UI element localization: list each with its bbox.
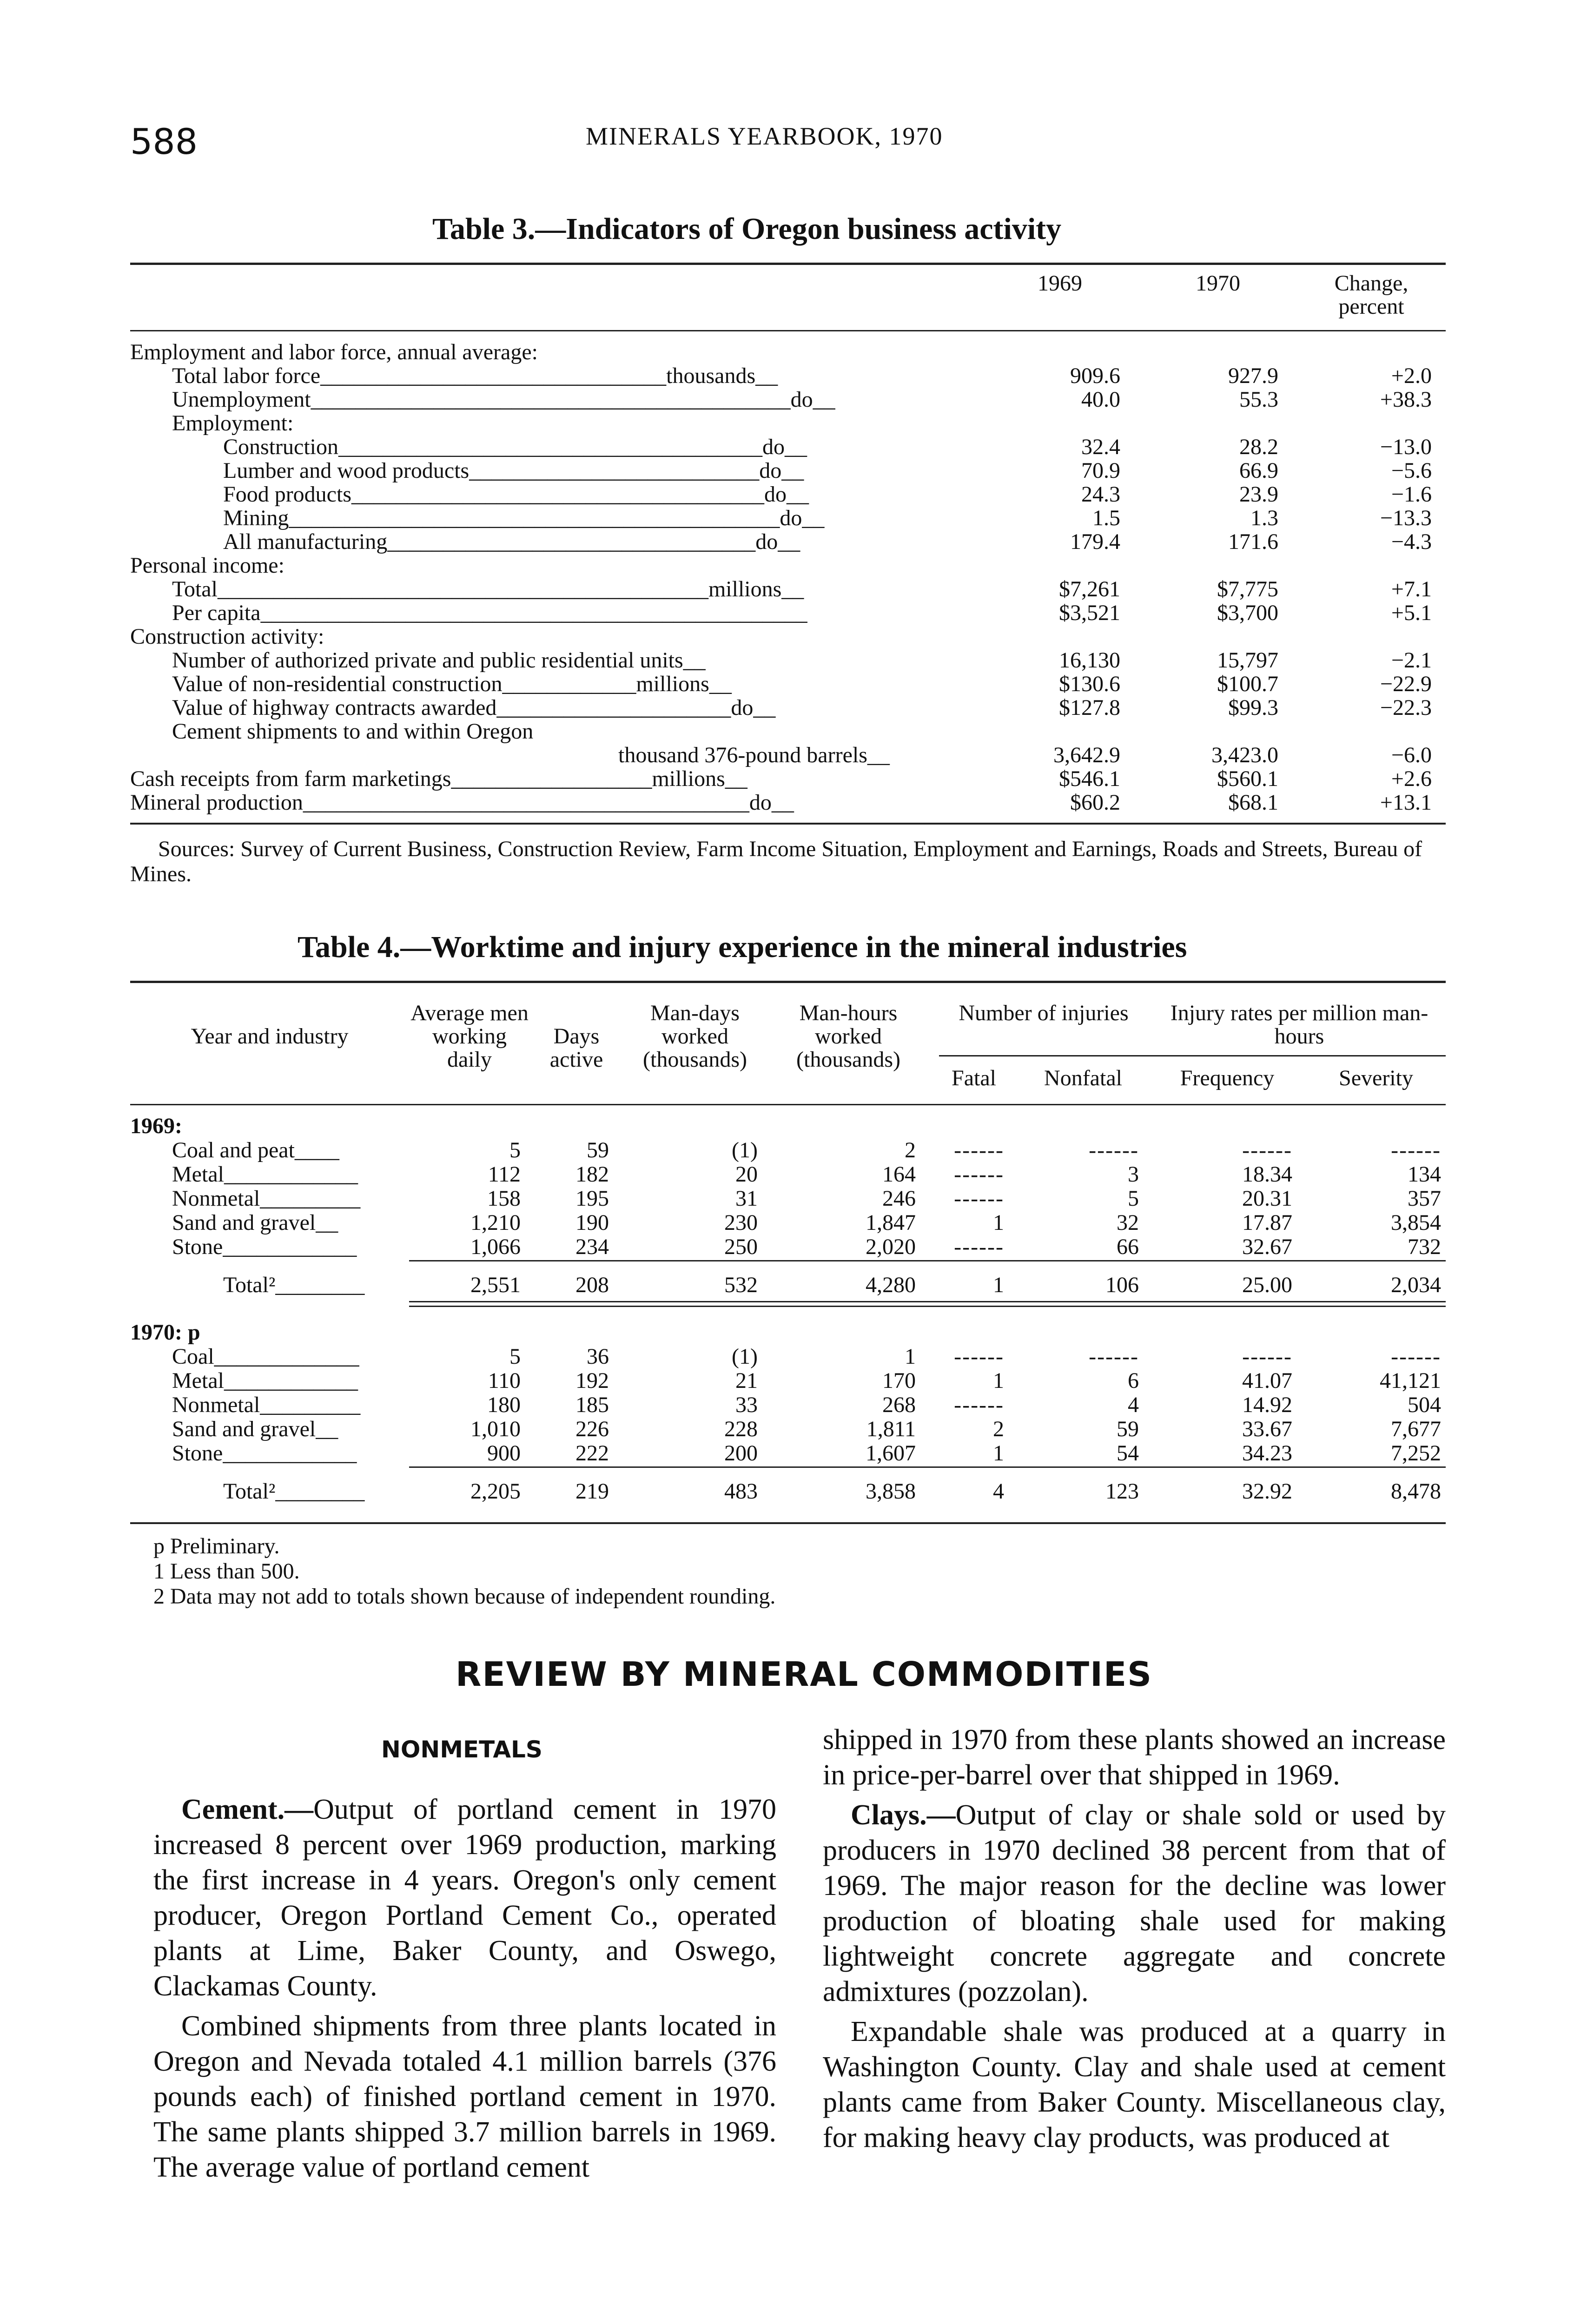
t4-cell-days: 36 bbox=[587, 1344, 609, 1369]
t4-total-label: Total²________ bbox=[223, 1479, 365, 1504]
paragraph-lead: Clays.— bbox=[851, 1799, 956, 1831]
t3-val-change: +7.1 bbox=[1391, 577, 1432, 601]
t3-row-label: Mining____________________________________________do__ bbox=[223, 506, 825, 530]
t3-val-change: +2.6 bbox=[1391, 766, 1432, 791]
t4-cell-sev: 357 bbox=[1408, 1186, 1441, 1211]
left-column bbox=[153, 1792, 776, 2190]
t3-row-label: Construction activity: bbox=[130, 624, 324, 649]
t4-total-mandays: 483 bbox=[724, 1479, 758, 1504]
paragraph bbox=[153, 2008, 776, 2185]
t4-cell-freq: 41.07 bbox=[1242, 1368, 1292, 1393]
t4-cell-freq: 14.92 bbox=[1242, 1393, 1292, 1417]
t4-industry-label: Metal____________ bbox=[172, 1162, 358, 1187]
t3-val-1970: 1.3 bbox=[1250, 506, 1278, 530]
table4-footnotes bbox=[153, 1534, 1409, 1609]
t3-val-1970: 171.6 bbox=[1228, 529, 1278, 554]
t4-cell-nonfatal: 32 bbox=[1117, 1210, 1139, 1235]
t3-row-label: Employment and labor force, annual average: bbox=[130, 340, 538, 364]
t4-cell-manhours: 246 bbox=[882, 1186, 916, 1211]
t3-row-label: All manufacturing_________________________________do__ bbox=[223, 529, 800, 554]
t4-cell-fatal: 1 bbox=[993, 1441, 1004, 1466]
t4-cell-manhours: 2,020 bbox=[866, 1235, 916, 1259]
t3-val-change: −2.1 bbox=[1391, 648, 1432, 673]
t4-cell-nonfatal: 66 bbox=[1117, 1235, 1139, 1259]
t4-total-manhours: 4,280 bbox=[866, 1273, 916, 1297]
t3-val-change: −13.3 bbox=[1380, 506, 1432, 530]
table4-hdr-year-industry: Year and industry bbox=[191, 1024, 349, 1049]
t3-val-1969: 70.9 bbox=[1081, 458, 1120, 483]
t4-total-nonfatal: 123 bbox=[1105, 1479, 1139, 1504]
t4-cell-mandays: (1) bbox=[732, 1138, 758, 1162]
t4-group-rule-2 bbox=[409, 1306, 1446, 1307]
t4-cell-days: 195 bbox=[575, 1186, 609, 1211]
t3-val-change: −22.3 bbox=[1380, 695, 1432, 720]
t4-cell-days: 234 bbox=[575, 1235, 609, 1259]
t3-val-1970: $7,775 bbox=[1217, 577, 1278, 601]
t3-val-change: −13.0 bbox=[1380, 435, 1432, 459]
paragraph-text: Output of portland cement in 1970 increased 8 percent over 1969 production, marking the first increase in 4 years. Oregon's only cement producer, Oregon Portland Cement Co., operated plants at Lime, Baker County, and Oswego, Clackamas County. bbox=[153, 1794, 776, 2002]
t3-val-1969: $127.8 bbox=[1059, 695, 1120, 720]
t4-industry-label: Stone____________ bbox=[172, 1441, 357, 1466]
table4-hdr-fatal: Fatal bbox=[952, 1066, 996, 1090]
t4-industry-label: Nonmetal_________ bbox=[172, 1393, 361, 1417]
t4-industry-label: Sand and gravel__ bbox=[172, 1210, 338, 1235]
table3-caption: Table 3.—Indicators of Oregon business activity bbox=[432, 212, 1062, 246]
t4-total-days: 219 bbox=[575, 1479, 609, 1504]
t4-cell-mandays: (1) bbox=[732, 1344, 758, 1369]
t4-industry-label: Coal_____________ bbox=[172, 1344, 359, 1369]
t3-val-change: +38.3 bbox=[1380, 387, 1432, 412]
table4-hdr-man-days: Man-days worked (thousands) bbox=[643, 1001, 747, 1072]
t4-cell-dashes: ------ bbox=[954, 1138, 1004, 1162]
t4-total-freq: 32.92 bbox=[1242, 1479, 1292, 1504]
t4-cell-men: 5 bbox=[509, 1344, 521, 1369]
table3-bottom-rule bbox=[130, 823, 1446, 825]
table4-hdr-man-hours: Man-hours worked (thousands) bbox=[796, 1001, 900, 1072]
review-heading: REVIEW BY MINERAL COMMODITIES bbox=[456, 1655, 1152, 1694]
t4-industry-label: Sand and gravel__ bbox=[172, 1417, 338, 1441]
t4-cell-dashes: ------ bbox=[1391, 1344, 1441, 1369]
t4-cell-dashes: ------ bbox=[954, 1393, 1004, 1417]
t4-cell-nonfatal: 59 bbox=[1117, 1417, 1139, 1441]
t4-cell-men: 158 bbox=[487, 1186, 521, 1211]
t3-val-1970: 28.2 bbox=[1239, 435, 1278, 459]
running-title: MINERALS YEARBOOK, 1970 bbox=[586, 122, 943, 150]
t4-cell-freq: 32.67 bbox=[1242, 1235, 1292, 1259]
paragraph bbox=[823, 2014, 1446, 2155]
t4-cell-sev: 7,677 bbox=[1391, 1417, 1441, 1441]
table3-col-1970: 1970 bbox=[1196, 271, 1240, 296]
t4-cell-days: 185 bbox=[575, 1393, 609, 1417]
t3-val-1969: $60.2 bbox=[1070, 790, 1120, 815]
t4-cell-sev: 504 bbox=[1408, 1393, 1441, 1417]
t4-cell-days: 59 bbox=[587, 1138, 609, 1162]
t4-cell-fatal: 1 bbox=[993, 1210, 1004, 1235]
t3-val-1969: $130.6 bbox=[1059, 672, 1120, 696]
t3-val-change: +13.1 bbox=[1380, 790, 1432, 815]
t3-val-change: +2.0 bbox=[1391, 363, 1432, 388]
table4-hdr-injury-rates: Injury rates per million man-hours bbox=[1170, 1001, 1429, 1049]
t4-year-label: 1969: bbox=[130, 1114, 182, 1138]
t3-val-change: −22.9 bbox=[1380, 672, 1432, 696]
t4-total-sev: 8,478 bbox=[1391, 1479, 1441, 1504]
t3-val-1969: 40.0 bbox=[1081, 387, 1120, 412]
t4-total-freq: 25.00 bbox=[1242, 1273, 1292, 1297]
t4-cell-dashes: ------ bbox=[954, 1162, 1004, 1187]
t4-cell-fatal: 1 bbox=[993, 1368, 1004, 1393]
t3-row-label: Number of authorized private and public residential units__ bbox=[172, 648, 706, 673]
t4-cell-dashes: ------ bbox=[954, 1186, 1004, 1211]
t3-row-label: Value of non-residential construction____________millions__ bbox=[172, 672, 732, 696]
t4-cell-sev: 7,252 bbox=[1391, 1441, 1441, 1466]
table4-hdr-avg-men: Average men working daily bbox=[410, 1001, 529, 1072]
paragraph bbox=[823, 1797, 1446, 2009]
t4-cell-sev: 134 bbox=[1408, 1162, 1441, 1187]
t4-cell-mandays: 200 bbox=[724, 1441, 758, 1466]
footnote-less-than-500: 1 Less than 500. bbox=[153, 1559, 300, 1584]
t4-cell-days: 182 bbox=[575, 1162, 609, 1187]
t4-cell-men: 1,066 bbox=[470, 1235, 521, 1259]
t4-cell-sev: 41,121 bbox=[1380, 1368, 1441, 1393]
t4-industry-label: Coal and peat____ bbox=[172, 1138, 339, 1162]
table3-sources: Sources: Survey of Current Business, Construction Review, Farm Income Situation, Employment and Earnings, Roads and Streets, Bureau of Mines. bbox=[130, 837, 1422, 886]
t4-cell-nonfatal: 4 bbox=[1128, 1393, 1139, 1417]
t4-cell-days: 222 bbox=[575, 1441, 609, 1466]
t4-cell-freq: 17.87 bbox=[1242, 1210, 1292, 1235]
t4-cell-manhours: 268 bbox=[882, 1393, 916, 1417]
t3-val-1970: 23.9 bbox=[1239, 482, 1278, 507]
t4-cell-manhours: 170 bbox=[882, 1368, 916, 1393]
t4-total-men: 2,205 bbox=[470, 1479, 521, 1504]
t3-val-1969: $3,521 bbox=[1059, 601, 1120, 625]
t4-cell-freq: 18.34 bbox=[1242, 1162, 1292, 1187]
table3-header-rule bbox=[130, 330, 1446, 331]
t3-row-label: Construction______________________________________do__ bbox=[223, 435, 807, 459]
t3-row-label: Total____________________________________________millions__ bbox=[172, 577, 804, 601]
t4-cell-nonfatal: 54 bbox=[1117, 1441, 1139, 1466]
t3-val-1970: 66.9 bbox=[1239, 458, 1278, 483]
t3-val-1969: 179.4 bbox=[1070, 529, 1120, 554]
t4-cell-mandays: 228 bbox=[724, 1417, 758, 1441]
t4-cell-nonfatal: 3 bbox=[1128, 1162, 1139, 1187]
t4-cell-men: 112 bbox=[488, 1162, 521, 1187]
t4-cell-mandays: 33 bbox=[735, 1393, 758, 1417]
t4-cell-mandays: 31 bbox=[735, 1186, 758, 1211]
t3-val-change: −6.0 bbox=[1391, 743, 1432, 767]
t3-val-1969: $7,261 bbox=[1059, 577, 1120, 601]
t3-val-1969: 909.6 bbox=[1070, 363, 1120, 388]
t4-subtotal-rule bbox=[409, 1466, 1446, 1468]
t3-row-label: Total labor force_______________________________thousands__ bbox=[172, 363, 778, 388]
t4-cell-nonfatal: 6 bbox=[1128, 1368, 1139, 1393]
t4-total-manhours: 3,858 bbox=[866, 1479, 916, 1504]
paragraph-text: Expandable shale was produced at a quarry in Washington County. Clay and shale used at cement plants came from Baker County. Miscellaneous clay, for making heavy clay products, was produced at bbox=[823, 2016, 1446, 2153]
t3-val-1969: $546.1 bbox=[1059, 766, 1120, 791]
table4-hdr-frequency: Frequency bbox=[1180, 1066, 1275, 1090]
t4-cell-manhours: 1,811 bbox=[866, 1417, 916, 1441]
t3-row-label: Food products_____________________________________do__ bbox=[223, 482, 809, 507]
t4-cell-dashes: ------ bbox=[1089, 1344, 1139, 1369]
paragraph-text: Combined shipments from three plants located in Oregon and Nevada totaled 4.1 million barrels (376 pounds each) of finished portland cement in 1970. The same plants shipped 3.7 million barrels in 1969. The average value of portland cement bbox=[153, 2010, 776, 2183]
t4-total-nonfatal: 106 bbox=[1105, 1273, 1139, 1297]
t3-row-label: Value of highway contracts awarded_____________________do__ bbox=[172, 695, 776, 720]
table3-top-rule bbox=[130, 263, 1446, 265]
t4-cell-mandays: 230 bbox=[724, 1210, 758, 1235]
t4-industry-label: Metal____________ bbox=[172, 1368, 358, 1393]
t4-cell-men: 1,210 bbox=[470, 1210, 521, 1235]
paragraph-text: Output of clay or shale sold or used by producers in 1970 declined 38 percent from that of 1969. The major reason for the decline was lower production of bloating shale used for making lightweight concrete aggregate and concrete admixtures (pozzolan). bbox=[823, 1799, 1446, 2007]
t4-industry-label: Stone____________ bbox=[172, 1235, 357, 1259]
paragraph bbox=[153, 1792, 776, 2004]
t4-cell-men: 180 bbox=[487, 1393, 521, 1417]
t4-subtotal-rule bbox=[409, 1260, 1446, 1261]
table4-bottom-rule bbox=[130, 1522, 1446, 1524]
table4-top-rule bbox=[130, 981, 1446, 983]
t4-cell-manhours: 2 bbox=[905, 1138, 916, 1162]
t4-cell-fatal: 2 bbox=[993, 1417, 1004, 1441]
t3-row-label: Per capita_________________________________________________ bbox=[172, 601, 807, 625]
t4-cell-dashes: ------ bbox=[1391, 1138, 1441, 1162]
t3-val-1970: $100.7 bbox=[1217, 672, 1278, 696]
t3-val-1969: 3,642.9 bbox=[1053, 743, 1120, 767]
t3-val-change: +5.1 bbox=[1391, 601, 1432, 625]
t3-val-1969: 1.5 bbox=[1092, 506, 1120, 530]
page-number: 588 bbox=[130, 121, 198, 162]
t4-cell-manhours: 1,607 bbox=[866, 1441, 916, 1466]
t3-val-1970: 927.9 bbox=[1228, 363, 1278, 388]
table3-col-change: Change, percent bbox=[1334, 271, 1409, 319]
t4-total-mandays: 532 bbox=[724, 1273, 758, 1297]
t3-val-1970: 15,797 bbox=[1217, 648, 1278, 673]
nonmetals-subheading: NONMETALS bbox=[381, 1736, 542, 1763]
t4-year-label: 1970: p bbox=[130, 1320, 200, 1345]
t4-total-men: 2,551 bbox=[470, 1273, 521, 1297]
t4-cell-mandays: 21 bbox=[735, 1368, 758, 1393]
t4-cell-mandays: 250 bbox=[724, 1235, 758, 1259]
t3-val-1969: 24.3 bbox=[1081, 482, 1120, 507]
t4-cell-dashes: ------ bbox=[1089, 1138, 1139, 1162]
table4-subheader-rule bbox=[939, 1055, 1446, 1056]
footnote-rounding: 2 Data may not add to totals shown because of independent rounding. bbox=[153, 1584, 776, 1609]
t4-total-label: Total²________ bbox=[223, 1273, 365, 1297]
t4-cell-men: 1,010 bbox=[470, 1417, 521, 1441]
t4-group-rule bbox=[409, 1301, 1446, 1302]
t4-cell-manhours: 164 bbox=[882, 1162, 916, 1187]
t3-val-change: −4.3 bbox=[1391, 529, 1432, 554]
t4-total-sev: 2,034 bbox=[1391, 1273, 1441, 1297]
t3-val-1970: 3,423.0 bbox=[1211, 743, 1278, 767]
t4-cell-men: 110 bbox=[488, 1368, 521, 1393]
t3-val-1970: 55.3 bbox=[1239, 387, 1278, 412]
t4-cell-days: 190 bbox=[575, 1210, 609, 1235]
t3-row-label: Lumber and wood products__________________________do__ bbox=[223, 458, 804, 483]
table4-hdr-nonfatal: Nonfatal bbox=[1044, 1066, 1122, 1090]
t4-cell-manhours: 1,847 bbox=[866, 1210, 916, 1235]
t4-total-fatal: 4 bbox=[993, 1479, 1004, 1504]
t4-cell-dashes: ------ bbox=[1242, 1138, 1292, 1162]
footnote-preliminary: p Preliminary. bbox=[153, 1534, 280, 1558]
t3-val-1969: 32.4 bbox=[1081, 435, 1120, 459]
t3-val-change: −1.6 bbox=[1391, 482, 1432, 507]
t4-cell-dashes: ------ bbox=[954, 1235, 1004, 1259]
t3-val-1970: $3,700 bbox=[1217, 601, 1278, 625]
t4-cell-nonfatal: 5 bbox=[1128, 1186, 1139, 1211]
t4-cell-freq: 33.67 bbox=[1242, 1417, 1292, 1441]
table4-header-rule bbox=[130, 1104, 1446, 1105]
t3-val-1969: 16,130 bbox=[1059, 648, 1120, 673]
t4-cell-manhours: 1 bbox=[905, 1344, 916, 1369]
t4-cell-days: 192 bbox=[575, 1368, 609, 1393]
t4-cell-men: 900 bbox=[487, 1441, 521, 1466]
t4-cell-men: 5 bbox=[509, 1138, 521, 1162]
table4-hdr-severity: Severity bbox=[1339, 1066, 1413, 1090]
paragraph bbox=[823, 1722, 1446, 1793]
t3-row-label: Mineral production________________________________________do__ bbox=[130, 790, 794, 815]
paragraph-text: shipped in 1970 from these plants showed an increase in price-per-barrel over that shipped in 1969. bbox=[823, 1724, 1446, 1791]
t4-cell-freq: 34.23 bbox=[1242, 1441, 1292, 1466]
table4-hdr-num-injuries: Number of injuries bbox=[959, 1001, 1129, 1025]
t4-cell-freq: 20.31 bbox=[1242, 1186, 1292, 1211]
t4-cell-days: 226 bbox=[575, 1417, 609, 1441]
t3-val-1970: $99.3 bbox=[1228, 695, 1278, 720]
t4-cell-sev: 3,854 bbox=[1391, 1210, 1441, 1235]
table4-hdr-days: Days active bbox=[549, 1024, 603, 1072]
t4-cell-dashes: ------ bbox=[954, 1344, 1004, 1369]
t3-row-label: Cement shipments to and within Oregon bbox=[172, 719, 534, 744]
t4-cell-dashes: ------ bbox=[1242, 1344, 1292, 1369]
t4-cell-sev: 732 bbox=[1408, 1235, 1441, 1259]
t3-row-label: thousand 376-pound barrels__ bbox=[618, 743, 890, 767]
t3-row-label: Personal income: bbox=[130, 553, 284, 578]
table4-caption: Table 4.—Worktime and injury experience in the mineral industries bbox=[298, 930, 1187, 964]
t3-val-1970: $68.1 bbox=[1228, 790, 1278, 815]
t3-row-label: Cash receipts from farm marketings__________________millions__ bbox=[130, 766, 747, 791]
right-column bbox=[823, 1722, 1446, 2160]
table3-col-1969: 1969 bbox=[1038, 271, 1082, 296]
t3-val-change: −5.6 bbox=[1391, 458, 1432, 483]
t3-row-label: Employment: bbox=[172, 411, 294, 436]
t4-cell-mandays: 20 bbox=[735, 1162, 758, 1187]
t4-total-fatal: 1 bbox=[993, 1273, 1004, 1297]
t4-industry-label: Nonmetal_________ bbox=[172, 1186, 361, 1211]
t3-val-1970: $560.1 bbox=[1217, 766, 1278, 791]
paragraph-lead: Cement.— bbox=[181, 1794, 314, 1825]
t4-total-days: 208 bbox=[575, 1273, 609, 1297]
t3-row-label: Unemployment___________________________________________do__ bbox=[172, 387, 835, 412]
